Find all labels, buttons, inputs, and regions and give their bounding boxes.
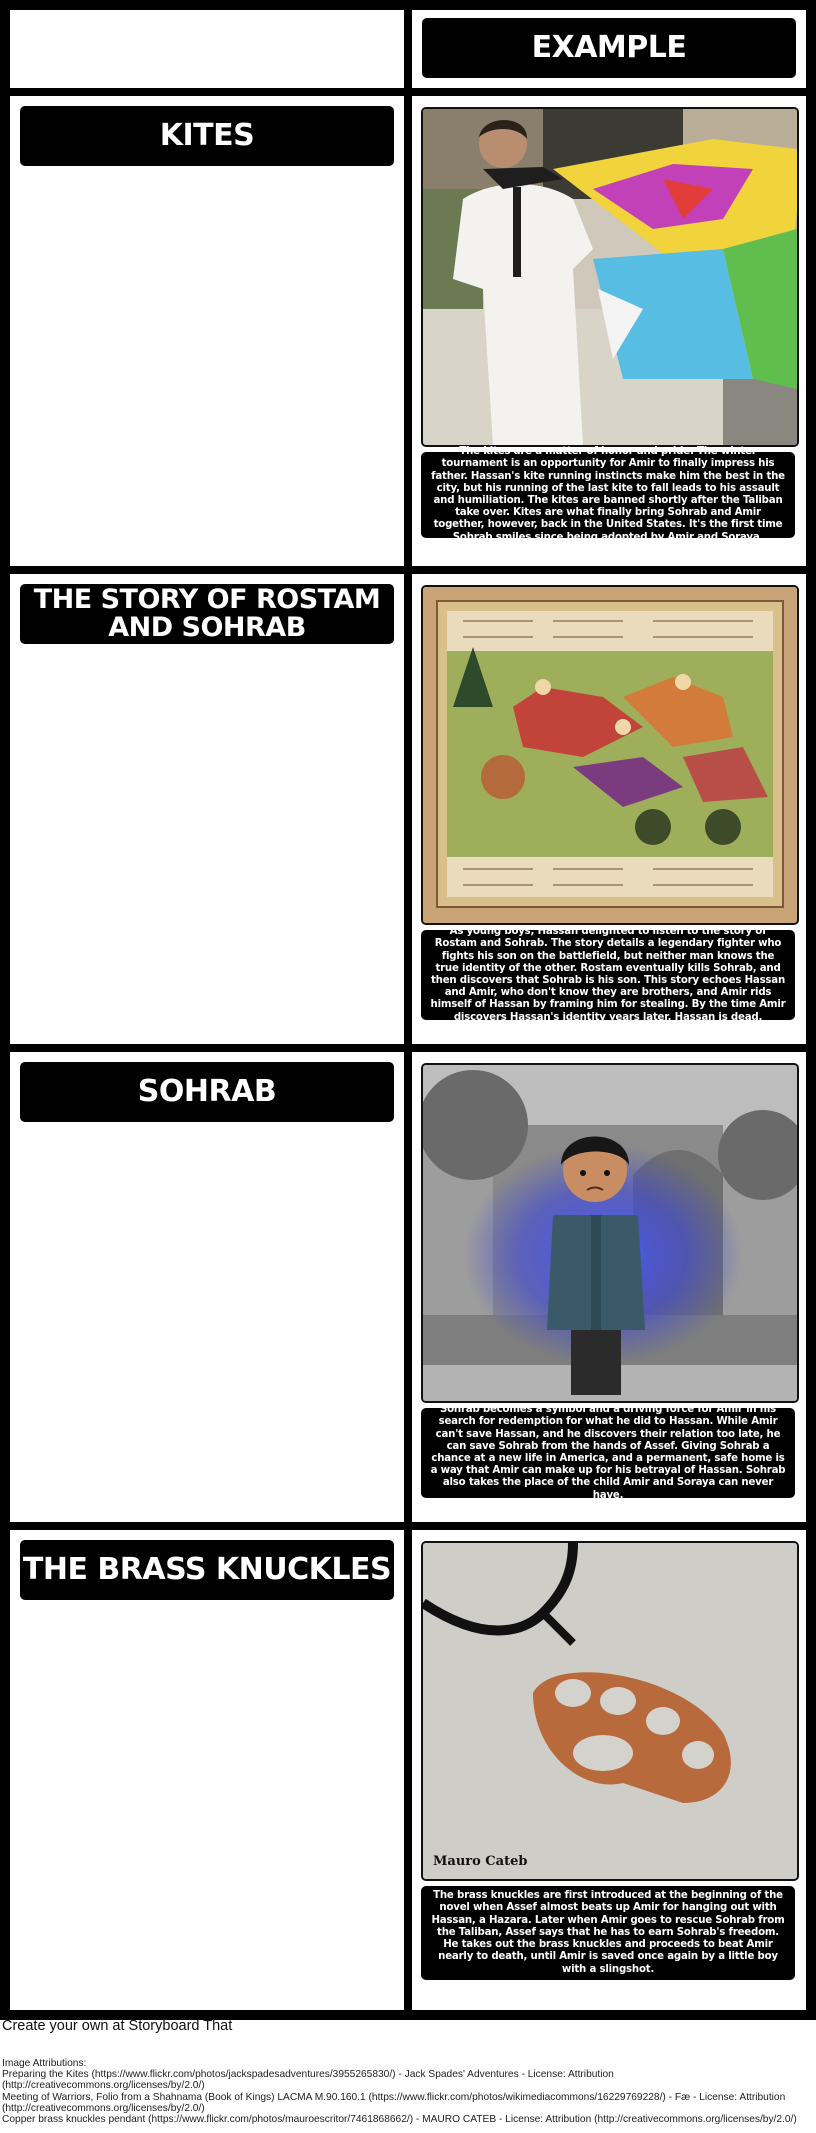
- row-1-term-cell: [10, 96, 404, 566]
- row-2-example-cell: [412, 574, 806, 1044]
- row-4-example-cell: [412, 1530, 806, 2010]
- term-title: THE STORY OF ROSTAM AND SOHRAB: [20, 584, 394, 644]
- row-2-term-cell: [10, 574, 404, 1044]
- image-attributions: [2, 2058, 812, 2125]
- watermark-text: Mauro Cateb: [433, 1854, 528, 1869]
- brass-knuckles-caption: The brass knuckles are first introduced at the beginning of the novel when Assef almost beats up Amir for hanging out with Hassan, a Hazara. Later when Amir goes to rescue Sohrab from the Taliban, Assef says that he has to earn Sohrab's freedom. He takes out the brass knuckles and proceeds to beat Amir nearly to death, until Amir is saved once again by a little boy with a slingshot.: [421, 1886, 795, 1980]
- attribution-line: Copper brass knuckles pendant (https://www.flickr.com/photos/mauroescritor/7461868662/) - MAURO CATEB - License: Attribution (http://creativecommons.org/licenses/by/2.0/): [2, 2114, 797, 2126]
- attribution-heading: Image Attributions:: [2, 2058, 87, 2069]
- term-title: KITES: [20, 106, 394, 166]
- kites-caption: The kites are a matter of honor and pride. The winter tournament is an opportunity for Amir to finally impress his father. Hassan's kite running instincts make him the best in the city, but his running of the last kite to fall leads to his assault and humiliation. The kites are banned shortly after the Taliban take over. Kites are what finally bring Sohrab and Amir together, however, back in the United States. It's the first time Sohrab smiles since being adopted by Amir and Soraya.: [421, 452, 795, 538]
- row-4-term-cell: [10, 1530, 404, 2010]
- term-title: SOHRAB: [20, 1062, 394, 1122]
- sohrab-image: [421, 1063, 799, 1403]
- row-1-example-cell: [412, 96, 806, 566]
- attribution-line: Meeting of Warriors, Folio from a Shahnama (Book of Kings) LACMA M.90.160.1 (https://www.flickr.com/photos/wikimediacommons/16229769228/) - Fæ - License: Attribution (http://creativecommons.org/licenses/by/2.0/): [2, 2091, 786, 2114]
- kites-image: [421, 107, 799, 447]
- row-3-example-cell: [412, 1052, 806, 1522]
- shahnama-image: [421, 585, 799, 925]
- sohrab-caption: Sohrab becomes a symbol and a driving force for Amir in his search for redemption for what he did to Hassan. While Amir can't save Hassan, and he discovers their relation too late, he can save Sohrab from the hands of Assef. Giving Sohrab a chance at a new life in America, and a permanent, safe home is a way that Amir can make up for his betrayal of Hassan. Sohrab also takes the place of the child Amir and Soraya can never have.: [421, 1408, 795, 1498]
- term-title: THE BRASS KNUCKLES: [20, 1540, 394, 1600]
- row-3-term-cell: [10, 1052, 404, 1522]
- attribution-line: Preparing the Kites (https://www.flickr.com/photos/jackspadesadventures/3955265830/) - Jack Spades' Adventures - License: Attribution (http://creativecommons.org/licenses/by/2.0/): [2, 2069, 614, 2092]
- header-right-cell: [412, 10, 806, 88]
- brass-knuckles-image: [421, 1541, 799, 1881]
- rostam-caption: As young boys, Hassan delighted to listen to the story of Rostam and Sohrab. The story details a legendary fighter who fights his son on the battlefield, but neither man knows the true identity of the other. Rostam eventually kills Sohrab, and then discovers that Sohrab is his son. This story echoes Hassan and Amir, who don't know they are brothers, and Amir rids himself of Hassan by framing him for stealing. By the time Amir discovers Hassan's identity years later, Hassan is dead.: [421, 930, 795, 1020]
- header-left-cell: [10, 10, 404, 88]
- column-title-example: EXAMPLE: [422, 18, 796, 78]
- create-your-own-link[interactable]: Create your own at Storyboard That: [2, 2018, 233, 2034]
